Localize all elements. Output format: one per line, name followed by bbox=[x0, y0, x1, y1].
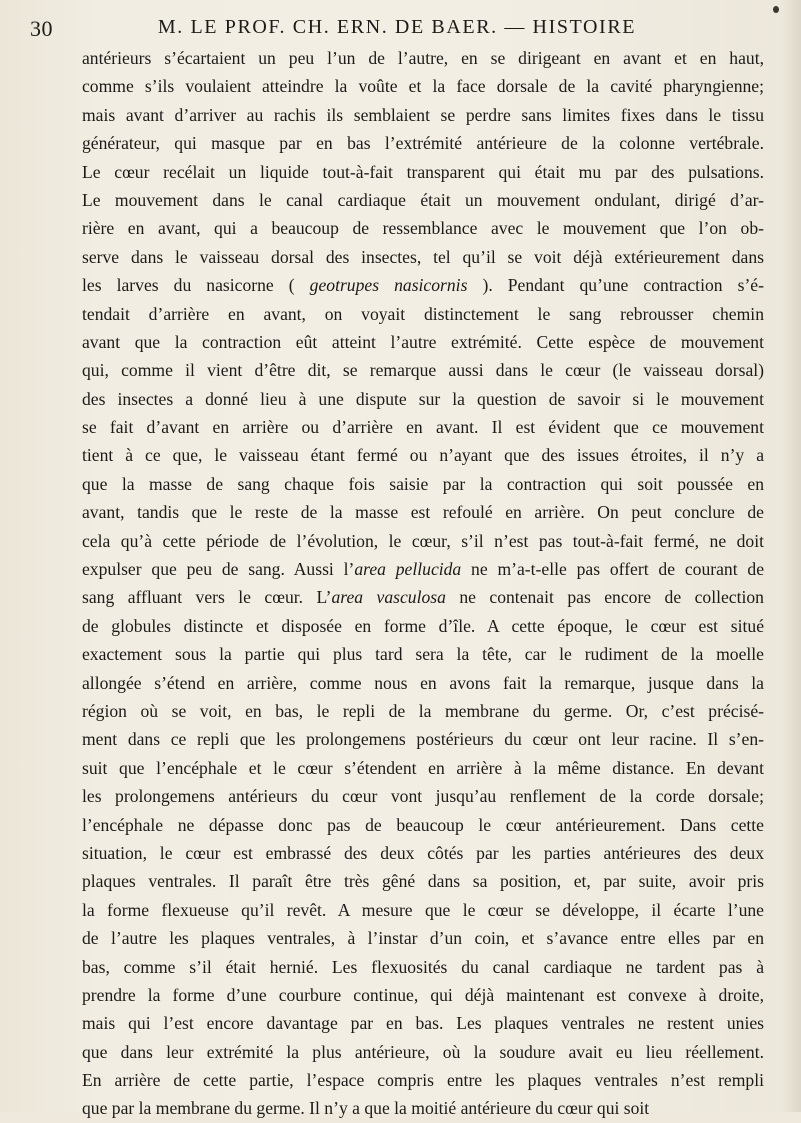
text-segment: que la masse de sang chaque fois saisie par la contraction qui soit poussée en bbox=[82, 473, 764, 494]
text-segment: bas, comme s’il était hernié. Les flexuosités du canal cardiaque ne tardent pas à bbox=[82, 956, 764, 977]
text-segment: expulser que peu de sang. Aussi l’ bbox=[82, 559, 355, 580]
text-line bbox=[82, 101, 764, 129]
text-line bbox=[82, 158, 764, 186]
text-line bbox=[82, 527, 764, 555]
text-segment: de globules distincte et disposée en forme d’île. A cette époque, le cœur est situé bbox=[82, 615, 764, 636]
italic-term: area pellucida bbox=[354, 559, 462, 580]
text-line bbox=[82, 669, 764, 697]
ink-speck bbox=[773, 6, 779, 13]
text-line bbox=[82, 214, 764, 242]
text-segment: comme s’ils voulaient atteindre la voûte et la face dorsale de la cavité pharyngienne; bbox=[82, 76, 764, 97]
text-segment: mais qui l’est encore davantage par en bas. Les plaques ventrales ne restent unies bbox=[82, 1013, 764, 1034]
text-segment: l’encéphale ne dépasse donc pas de beaucoup le cœur antérieurement. Dans cette bbox=[82, 814, 764, 835]
text-line bbox=[82, 498, 764, 526]
text-segment: Le cœur recélait un liquide tout-à-fait transparent qui était mu par des pulsations. bbox=[82, 161, 764, 182]
running-title: M. LE PROF. CH. ERN. DE BAER. — HISTOIRE bbox=[157, 16, 637, 38]
text-segment: antérieurs s’écartaient un peu l’un de l’autre, en se dirigeant en avant et en haut, bbox=[82, 48, 764, 68]
text-segment: se fait d’avant en arrière ou d’arrière en avant. Il est évident que ce mouvement bbox=[82, 417, 764, 438]
text-line bbox=[82, 555, 764, 583]
text-line bbox=[82, 924, 764, 952]
text-segment: que par la membrane du germe. Il n’y a que la moitié antérieure du cœur qui soit bbox=[82, 1098, 650, 1119]
text-line bbox=[82, 243, 764, 271]
text-segment: que dans leur extrémité la plus antérieure, où la soudure avait eu lieu réellement. bbox=[82, 1041, 764, 1062]
text-segment: situation, le cœur est embrassé des deux côtés par les parties antérieures des deux bbox=[82, 842, 764, 863]
text-segment: avant que la contraction eût atteint l’autre extrémité. Cette espèce de mouvement bbox=[82, 331, 764, 352]
page-number: 30 bbox=[30, 16, 53, 41]
text-line bbox=[82, 470, 764, 498]
text-line bbox=[82, 1066, 764, 1094]
text-line bbox=[82, 1038, 764, 1066]
text-segment: Le mouvement dans le canal cardiaque était un mouvement ondulant, dirigé d’ar- bbox=[82, 189, 764, 210]
text-segment: tendait d’arrière en avant, on voyait distinctement le sang rebrousser chemin bbox=[82, 303, 764, 324]
text-line bbox=[82, 300, 764, 328]
text-line bbox=[82, 953, 764, 981]
text-segment: générateur, qui masque par en bas l’extrémité antérieure de la colonne vertébrale. bbox=[82, 133, 764, 154]
text-line bbox=[82, 186, 764, 214]
text-line bbox=[82, 640, 764, 668]
text-segment: ne m’a-t-elle pas offert de courant de bbox=[461, 559, 764, 580]
text-segment: les prolongemens antérieurs du cœur vont jusqu’au renflement de la corde dorsale; bbox=[82, 786, 764, 807]
text-line bbox=[82, 583, 764, 611]
text-line bbox=[82, 725, 764, 753]
text-segment: serve dans le vaisseau dorsal des insectes, tel qu’il se voit déjà extérieurement dans bbox=[82, 246, 764, 267]
text-segment: les larves du nasicorne ( bbox=[82, 275, 310, 296]
text-segment: ment dans ce repli que les prolongemens postérieurs du cœur ont leur racine. Il s’en- bbox=[82, 729, 764, 750]
text-line bbox=[82, 612, 764, 640]
text-segment: de l’autre les plaques ventrales, à l’instar d’un coin, et s’avance entre elles par en bbox=[82, 928, 764, 949]
text-segment: des insectes a donné lieu à une dispute sur la question de savoir si le mouvement bbox=[82, 388, 764, 409]
page-edge-shadow bbox=[783, 0, 801, 1112]
text-segment: tient à ce que, le vaisseau étant fermé ou n’ayant que des issues étroites, il n’y a bbox=[82, 445, 764, 466]
text-line bbox=[82, 413, 764, 441]
text-segment: rière en avant, qui a beaucoup de ressemblance avec le mouvement que l’on ob- bbox=[82, 218, 764, 239]
text-segment: mais avant d’arriver au rachis ils semblaient se perdre sans limites fixes dans le tissu bbox=[82, 104, 764, 125]
text-segment: cela qu’à cette période de l’évolution, le cœur, s’il n’est pas tout-à-fait fermé, ne doit bbox=[82, 530, 764, 551]
text-line bbox=[82, 441, 764, 469]
text-line bbox=[82, 697, 764, 725]
italic-term: area vasculosa bbox=[331, 587, 446, 608]
text-line bbox=[82, 1009, 764, 1037]
text-segment: prendre la forme d’une courbure continue, qui déjà maintenant est convexe à droite, bbox=[82, 984, 764, 1005]
text-segment: avant, tandis que le reste de la masse est refoulé en arrière. On peut conclure de bbox=[82, 502, 764, 523]
text-segment: plaques ventrales. Il paraît être très gêné dans sa position, et, par suite, avoir pris bbox=[82, 871, 764, 892]
text-line bbox=[82, 896, 764, 924]
text-line bbox=[82, 44, 764, 72]
text-segment: la forme flexueuse qu’il revêt. A mesure que le cœur se développe, il écarte l’une bbox=[82, 899, 764, 920]
page-header bbox=[30, 10, 764, 40]
text-line bbox=[82, 754, 764, 782]
text-line bbox=[82, 385, 764, 413]
text-line bbox=[82, 129, 764, 157]
text-segment: sang affluant vers le cœur. L’ bbox=[82, 587, 332, 608]
text-line bbox=[82, 811, 764, 839]
text-line bbox=[82, 271, 764, 299]
text-line bbox=[82, 782, 764, 810]
text-segment: allongée s’étend en arrière, comme nous en avons fait la remarque, jusque dans la bbox=[82, 672, 764, 693]
text-segment: En arrière de cette partie, l’espace compris entre les plaques ventrales n’est rempli bbox=[82, 1070, 764, 1091]
text-line bbox=[82, 1094, 764, 1122]
text-segment: suit que l’encéphale et le cœur s’étendent en arrière à la même distance. En devant bbox=[82, 757, 764, 778]
text-segment: région où se voit, en bas, le repli de la membrane du germe. Or, c’est précisé- bbox=[82, 700, 764, 721]
italic-term: geotrupes nasicornis bbox=[309, 275, 468, 296]
text-segment: ). Pendant qu’une contraction s’é- bbox=[467, 275, 764, 296]
text-segment: qui, comme il vient d’être dit, se remarque aussi dans le cœur (le vaisseau dorsal) bbox=[82, 360, 764, 381]
text-line bbox=[82, 72, 764, 100]
text-line bbox=[82, 328, 764, 356]
text-line bbox=[82, 867, 764, 895]
text-segment: ne contenait pas encore de collection bbox=[445, 587, 764, 608]
text-line bbox=[82, 839, 764, 867]
text-segment: exactement sous la partie qui plus tard sera la tête, car le rudiment de la moelle bbox=[82, 644, 764, 665]
text-line bbox=[82, 981, 764, 1009]
text-line bbox=[82, 356, 764, 384]
body-text bbox=[82, 44, 764, 1123]
